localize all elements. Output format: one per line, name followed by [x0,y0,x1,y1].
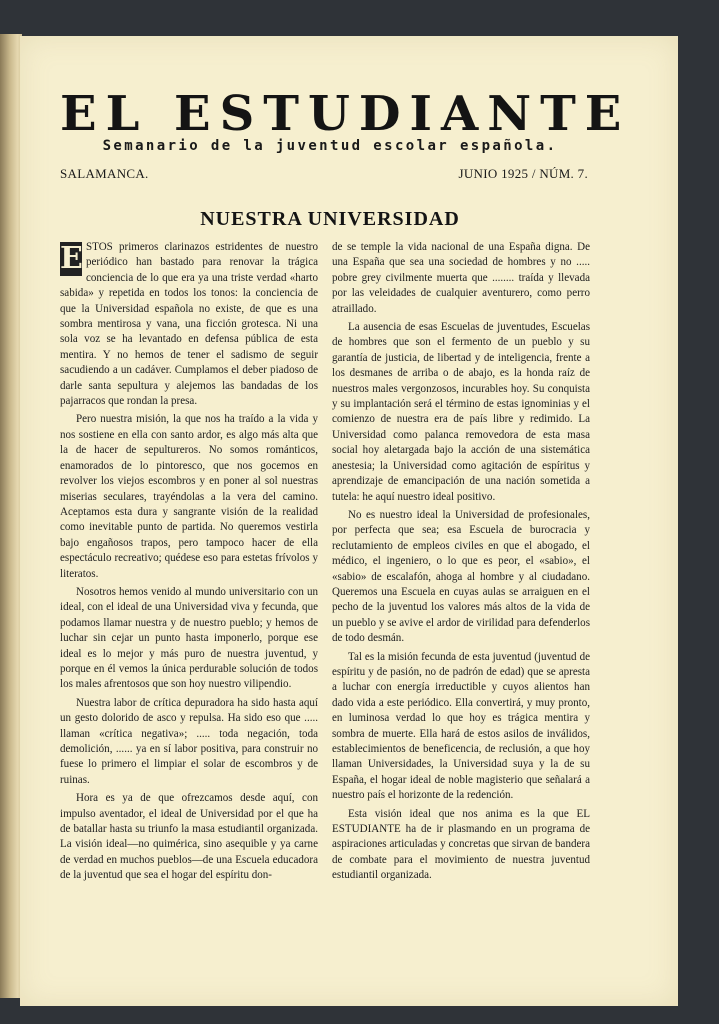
paragraph: Tal es la misión fecunda de esta juventud (juventud de espíritu y de pasión, no de padrón de edad) que se apresta a luchar con energía irreductible y cuyos alientos han dado vida a este periódico. Ella convertirá, y muy pronto, en luminosa verdad lo que hoy es trágica mentira y sombra de muerte. Ella hará de estos asilos de inválidos, establecimientos de beneficencia, de reclusión, a que hoy llaman Universidades, la Universidad suya y la de su España, el hogar ideal de noble magisterio que señalará a nuestro país el horizonte de la redención. [332,650,590,802]
article-column-left [60,240,318,887]
paragraph: de se temple la vida nacional de una España digna. De una España que sea una sociedad de hombres y no ..... pobre grey civilmente muerta que ........ traída y llevada por las veleidades de cualquier aventurero, como perro atraillado. [332,241,590,315]
paragraph-text: STOS primeros clarinazos estridentes de nuestro periódico han bastado para renovar la trágica conciencia de lo que era ya una triste verdad «harto sabida» y repetida en todos los tonos: la conciencia de que la Universidad española no existe, de que es una sombra mentirosa y vana, una ficción grotesca. Ni una sola voz se ha levantado en defensa pública de esta mentira. Y no hemos de tener el sadismo de seguir sacudiendo a un cadáver. Cumplamos el deber piadoso de darle santa sepultura y alejemos las bandadas de los pajarracos que rondan la presa. [60,241,318,408]
paragraph: Pero nuestra misión, la que nos ha traído a la vida y nos sostiene en ella con santo ardor, es algo más alta que la de hacer de sepultureros. No somos románticos, enamorados de lo pintoresco, que nos gocemos en revolver los viejos escombros y en poner al sol nuestras miserias seculares, trayéndolas a la vera del camino. Aceptamos esta dura y sangrante visión de la realidad como inevitable punto de partida. No queremos vestirla bajo engañosos trapos, pero tampoco hacer de ella espectáculo recreativo; quédese eso para estetas frívolos y literatos. [60,413,318,580]
paragraph: Esta visión ideal que nos anima es la que EL ESTUDIANTE ha de ir plasmando en un programa de aspiraciones articuladas y concretas que sirvan de bandera de combate para el movimiento de nuestra juventud estudiantil organizada. [332,807,590,882]
paragraph: Nuestra labor de crítica depuradora ha sido hasta aquí un gesto dolorido de asco y repulsa. Ha sido eso que ..... llaman «crítica negativa»; ..... toda negación, toda demolición, ...... ya en sí labor positiva, para construir no fuese lo primero el limpiar el solar de escombros y de ruinas. [60,696,318,786]
drop-cap: E [60,241,83,276]
newspaper-page [20,36,678,1006]
article-column-right [332,240,590,887]
paragraph: La ausencia de esas Escuelas de juventudes, Escuelas de hombres que son el fermento de un pueblo y su garantía de justicia, de libertad y de inteligencia, frente a los desmanes de arriba o de abajo, es la honda raíz de nuestros males vergonzosos, incurables hoy. Su conquista y su implantación será el término de estas ignominias y el comienzo de nuestra era de país libre y redimido. La Universidad como palanca removedora de esta masa social hoy aletargada bajo la acción de una sistemática anestesia; la Universidad como agitación de espíritus y aprendizaje de emancipación de una nación sometida a tutela: he aquí nuestro ideal positivo. [332,321,590,503]
paragraph [60,240,318,409]
article-headline: NUESTRA UNIVERSIDAD [200,208,460,230]
masthead-subtitle: Semanario de la juventud escolar española. [102,138,558,154]
paragraph: No es nuestro ideal la Universidad de profesionales, por perfecta que sea; esa Escuela de burocracia y reclutamiento de empleos civiles en que el abogado, el médico, el ingeniero, o lo que es peor, el «sabio», el «sabio» de escalafón, ahoga al hombre y al ciudadano. Queremos una Escuela en cuyas aulas se arraiguen en el pecho de la juventud los valores más altos de la vida de un pueblo y se avive el ardor de virilidad para defenderlos de todo desmán. [332,508,590,645]
paragraph: Hora es ya de que ofrezcamos desde aquí, con impulso aventador, el ideal de Universidad por el que ha de batallar hasta su triunfo la masa estudiantil organizada. La visión ideal—no quimérica, sino asequible y ya carne de verdad en muchos pueblos—de una Escuela educadora de la juventud que sea el hogar del espíritu don- [60,792,318,882]
masthead-title: EL ESTUDIANTE [60,86,631,142]
paragraph: Nosotros hemos venido al mundo universitario con un ideal, con el ideal de una Universidad viva y fecunda, que podamos llamar nuestra y de nuestro pueblo; y hemos de luchar sin cejar un punto hasta imponerlo, porque ese ideal es lo mejor y más puro de nuestra juventud, y porque en él vemos la única perdurable solución de todos los males afrentosos que son hoy nuestro vilipendio. [60,585,318,691]
issue-number: JUNIO 1925 / NÚM. 7. [458,166,588,181]
dateline-city: SALAMANCA. [60,166,149,181]
book-spine-edge [0,34,22,998]
